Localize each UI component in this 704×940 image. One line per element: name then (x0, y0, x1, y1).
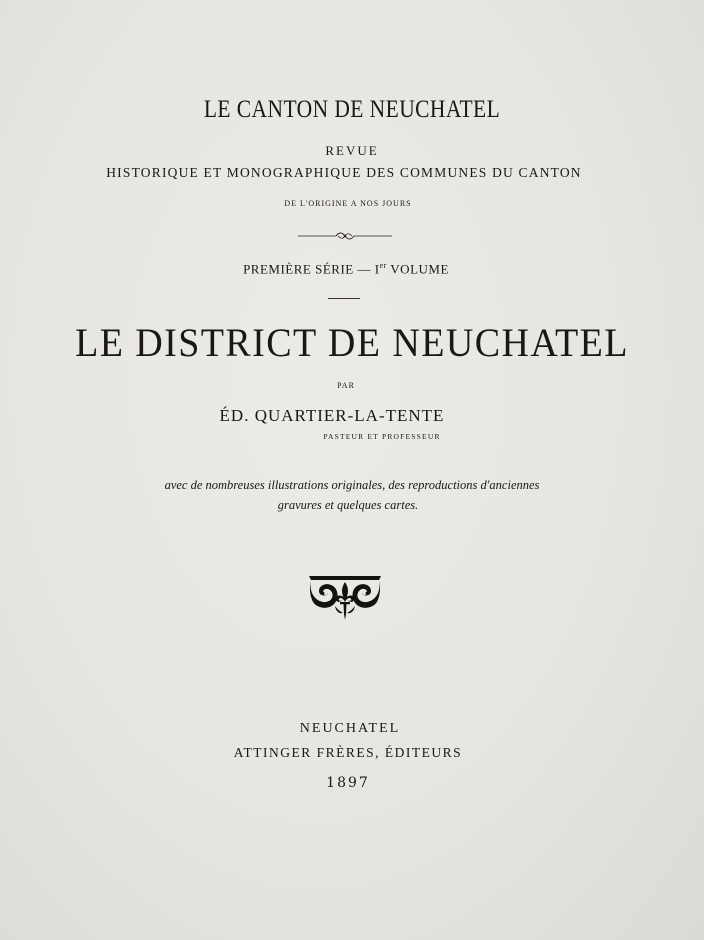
author-title: PASTEUR ET PROFESSEUR (323, 432, 441, 441)
revue-subtitle: HISTORIQUE ET MONOGRAPHIQUE DES COMMUNES DU CANTON (106, 165, 582, 180)
revue-range: DE L'ORIGINE A NOS JOURS (284, 199, 412, 208)
par-label: PAR (337, 381, 355, 390)
volume-line (0, 261, 698, 277)
main-title: LE DISTRICT DE NEUCHATEL (75, 320, 629, 365)
short-rule (328, 298, 360, 299)
decorative-rule-icon (298, 231, 392, 241)
imprint-city: NEUCHATEL (299, 721, 401, 736)
imprint-year: 1897 (326, 775, 370, 791)
imprint-publisher: ATTINGER FRÈRES, ÉDITEURS (233, 745, 463, 760)
fleuron-icon (307, 572, 383, 622)
volume-prefix: PREMIÈRE SÉRIE — I (243, 261, 380, 277)
volume-superscript: er (379, 261, 387, 270)
author-name: ÉD. QUARTIER-LA-TENTE (219, 406, 445, 425)
volume-suffix: VOLUME (386, 261, 449, 277)
illustrations-line-1: avec de nombreuses illustrations originales, des reproductions d'anciennes (164, 478, 540, 492)
revue-label: REVUE (325, 143, 379, 158)
illustrations-line-2: gravures et quelques cartes. (277, 498, 419, 512)
series-title: LE CANTON DE NEUCHATEL (203, 96, 501, 123)
